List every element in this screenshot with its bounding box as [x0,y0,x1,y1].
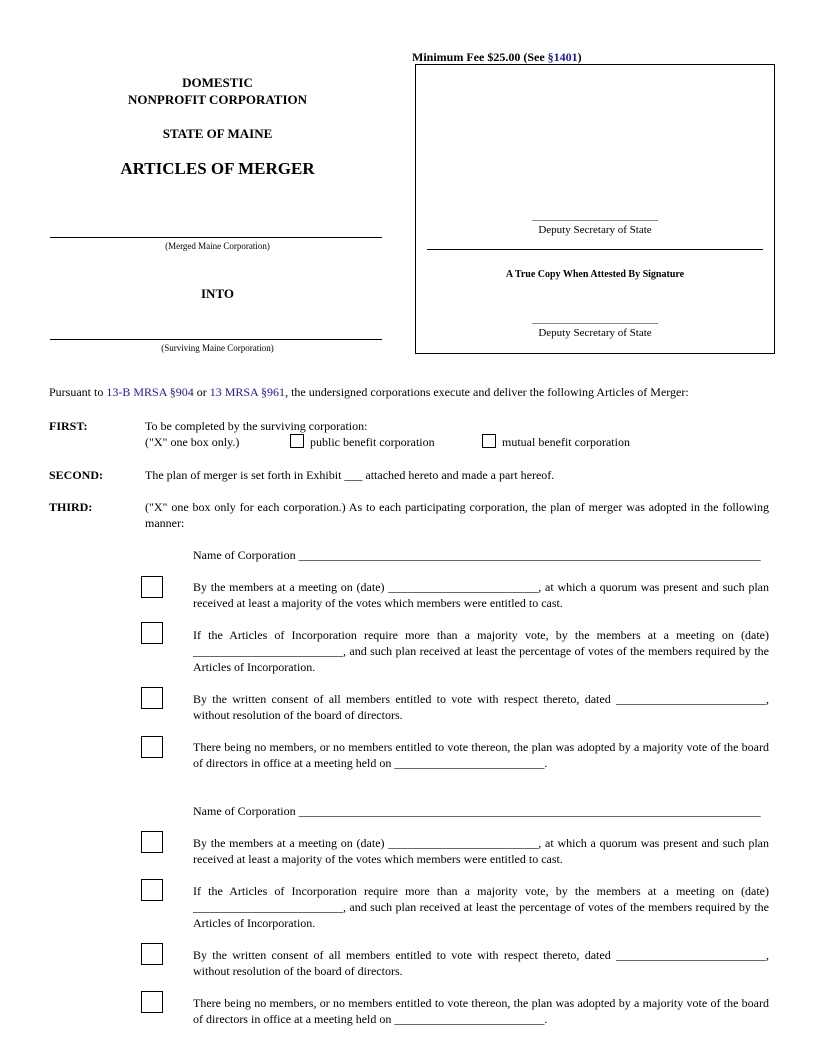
option-supermajority-2: If the Articles of Incorporation require more than a majority vote, by the members at a meeting on (date) _________________________, and such plan received at least the percentage of votes of the members required by the Articles of Incorporation. [193,884,769,930]
mutual-benefit-option[interactable]: mutual benefit corporation [482,434,630,450]
deputy-caption-1: Deputy Secretary of State [538,224,652,236]
method-checkbox-board-vote-1[interactable] [141,736,163,758]
statute-link-904[interactable]: 13-B MRSA §904 [106,385,194,399]
signature-line-1 [532,220,658,221]
method-checkbox-members-meeting-2[interactable] [141,831,163,853]
statute-link-961[interactable]: 13 MRSA §961 [209,385,286,399]
form-type: DOMESTIC NONPROFIT CORPORATION [128,75,307,107]
option-written-consent-2: By the written consent of all members entitled to vote with respect thereto, dated _________________________, without resolution of the board of directors. [193,948,769,978]
public-benefit-checkbox[interactable] [290,434,304,448]
method-checkbox-written-consent-2[interactable] [141,943,163,965]
section-1401-link[interactable]: §1401 [547,50,578,64]
state-heading: STATE OF MAINE [162,126,273,141]
deputy-caption-2: Deputy Secretary of State [538,327,652,339]
option-board-vote-1: There being no members, or no members entitled to vote thereon, the plan was adopted by a majority vote of the board of directors in office at a meeting held on _________________________. [193,740,769,770]
method-checkbox-supermajority-2[interactable] [141,879,163,901]
method-checkbox-members-meeting-1[interactable] [141,576,163,598]
into-label: INTO [201,286,234,301]
page-title: ARTICLES OF MERGER [120,159,315,178]
pursuant-statement: Pursuant to 13-B MRSA §904 or 13 MRSA §961, the undersigned corporations execute and deliver the following Articles of Merger: [49,385,689,399]
true-copy-label: A True Copy When Attested By Signature [505,269,685,280]
first-note: ("X" one box only.) [145,435,240,449]
option-members-meeting-1: By the members at a meeting on (date) _________________________, at which a quorum was present and such plan received at least a majority of the votes which members were entitled to cast. [193,580,769,610]
first-instruction: To be completed by the surviving corporation: [145,419,368,433]
mutual-benefit-checkbox[interactable] [482,434,496,448]
minimum-fee: Minimum Fee $25.00 (See §1401) [412,50,582,64]
merged-corporation-line[interactable] [50,237,382,238]
second-label: SECOND: [49,468,104,482]
first-label: FIRST: [49,419,88,433]
surviving-caption: (Surviving Maine Corporation) [161,343,274,353]
option-board-vote-2: There being no members, or no members entitled to vote thereon, the plan was adopted by a majority vote of the board of directors in office at a meeting held on _________________________. [193,996,769,1026]
method-checkbox-written-consent-1[interactable] [141,687,163,709]
public-benefit-option[interactable]: public benefit corporation [290,434,435,450]
second-text: The plan of merger is set forth in Exhibit ___ attached hereto and made a part hereof. [145,468,555,482]
method-checkbox-board-vote-2[interactable] [141,991,163,1013]
method-checkbox-supermajority-1[interactable] [141,622,163,644]
box-divider [427,249,763,250]
third-label: THIRD: [49,500,93,514]
corporation-name-field-1[interactable]: Name of Corporation _____________________________________________________________________________ [193,548,761,562]
merged-caption: (Merged Maine Corporation) [165,241,270,251]
third-text: ("X" one box only for each corporation.) As to each participating corporation, the plan of merger was adopted in the following manner: [145,500,769,530]
filing-box [415,64,775,354]
option-supermajority-1: If the Articles of Incorporation require more than a majority vote, by the members at a meeting on (date) _________________________, and such plan received at least the percentage of votes of the members required by the Articles of Incorporation. [193,628,769,674]
signature-line-2 [532,323,658,324]
option-members-meeting-2: By the members at a meeting on (date) _________________________, at which a quorum was present and such plan received at least a majority of the votes which members were entitled to cast. [193,836,769,866]
option-written-consent-1: By the written consent of all members entitled to vote with respect thereto, dated _________________________, without resolution of the board of directors. [193,692,769,722]
corporation-name-field-2[interactable]: Name of Corporation _____________________________________________________________________________ [193,804,761,818]
surviving-corporation-line[interactable] [50,339,382,340]
